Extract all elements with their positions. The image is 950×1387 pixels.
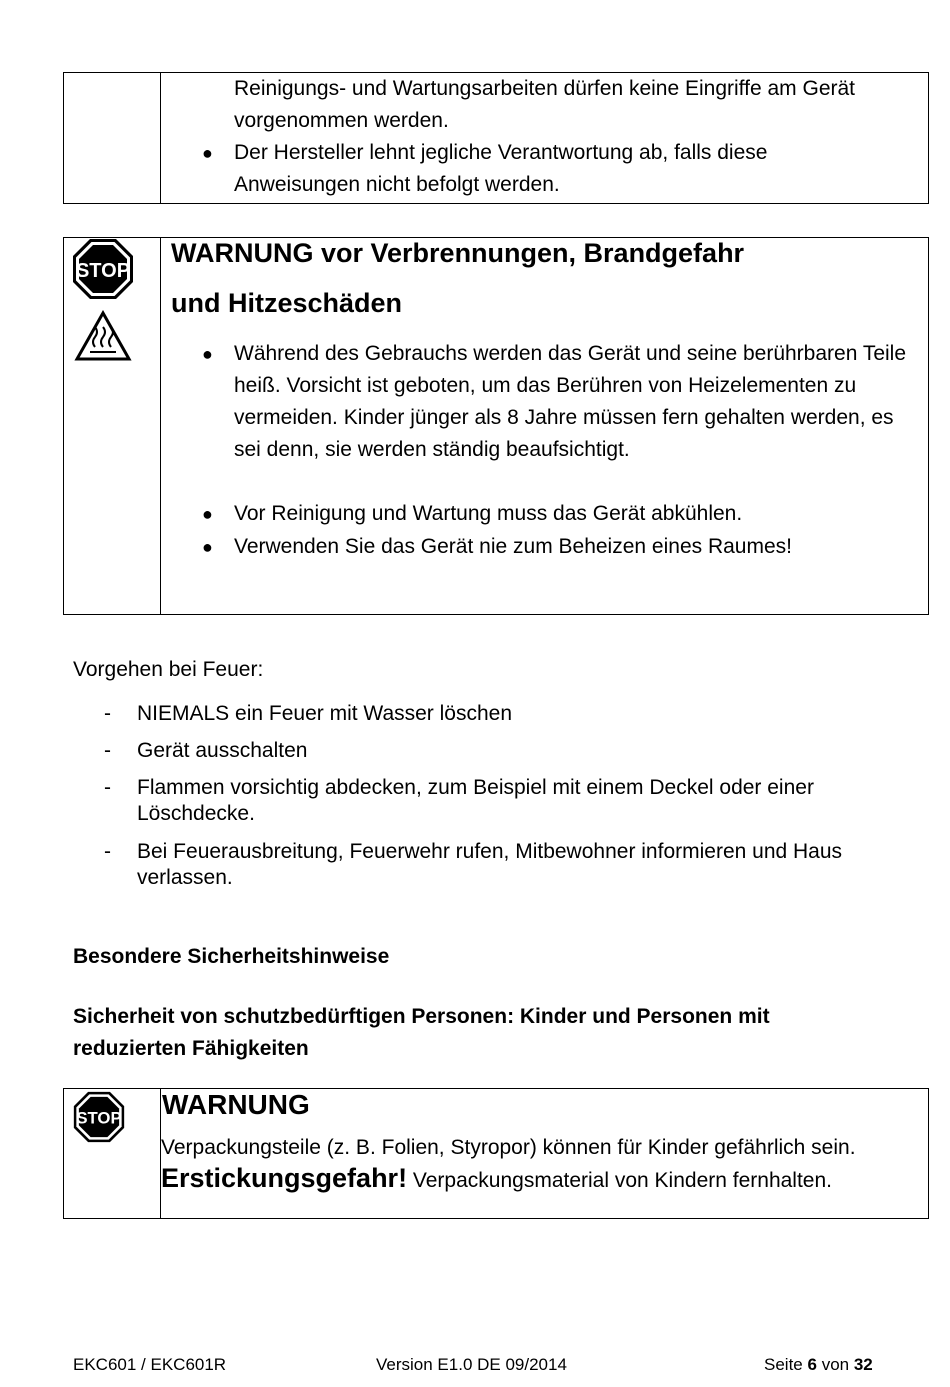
- bullet-text: Während des Gebrauchs werden das Gerät und seine berührbaren Teile heiß. Vorsicht ist geboten, um das Berühren von Heizelementen zu vermeiden. Kinder jünger als 8 Jahre müssen fern gehalten werden, es sei denn, sie werden ständig beaufsichtigt.: [234, 342, 907, 461]
- subsection-heading: Sicherheit von schutzbedürftigen Personen: Kinder und Personen mit reduzierten Fähigkeiten: [73, 1005, 770, 1060]
- dash-marker: -: [104, 739, 111, 762]
- continuation-text: Reinigungs- und Wartungsarbeiten dürfen keine Eingriffe am Gerät vorgenommen werden.: [234, 77, 856, 132]
- burn-warning-title: WARNUNG vor Verbrennungen, Brandgefahr: [171, 238, 745, 268]
- fire-step-text: Flammen vorsichtig abdecken, zum Beispiel mit einem Deckel oder einer Löschdecke.: [137, 776, 814, 825]
- bullet-text: Vor Reinigung und Wartung muss das Gerät abkühlen.: [234, 502, 743, 525]
- fire-step-text: Bei Feuerausbreitung, Feuerwehr rufen, Mitbewohner informieren und Haus verlassen.: [137, 840, 843, 889]
- svg-text:STOP: STOP: [76, 1108, 122, 1128]
- dash-marker: -: [104, 702, 111, 725]
- bullet-text: Verwenden Sie das Gerät nie zum Beheizen eines Raumes!: [234, 535, 792, 558]
- bullet-dot: ●: [202, 504, 213, 524]
- svg-text:STOP: STOP: [75, 260, 131, 282]
- dash-marker: -: [104, 840, 111, 863]
- suffocation-emphasis: Erstickungsgefahr!: [161, 1163, 408, 1193]
- page-current: 6: [807, 1355, 817, 1374]
- warning-text-end: Verpackungsmaterial von Kindern fernhalten.: [412, 1169, 832, 1192]
- fire-step-text: NIEMALS ein Feuer mit Wasser löschen: [137, 702, 513, 725]
- footer-model: EKC601 / EKC601R: [73, 1355, 227, 1374]
- bullet-dot: ●: [202, 537, 213, 557]
- footer-page-number: [764, 1355, 873, 1375]
- section-heading: Besondere Sicherheitshinweise: [73, 945, 390, 968]
- packaging-warning-box: [63, 1088, 929, 1219]
- fire-step-text: Gerät ausschalten: [137, 739, 308, 762]
- box-divider: [160, 238, 161, 614]
- safety-box-continuation: [63, 72, 929, 204]
- page-label: Seite: [764, 1355, 803, 1374]
- bullet-text: Der Hersteller lehnt jegliche Verantwortung ab, falls diese Anweisungen nicht befolgt werden.: [234, 141, 768, 196]
- packaging-warning-title: WARNUNG: [162, 1089, 310, 1120]
- burn-warning-title-line2: und Hitzeschäden: [171, 288, 403, 318]
- bullet-dot: ●: [202, 344, 213, 364]
- box-divider: [160, 73, 161, 203]
- page-total: 32: [853, 1355, 873, 1374]
- stop-sign-icon: [72, 238, 134, 300]
- page-of: von: [821, 1355, 850, 1374]
- fire-procedure-heading: Vorgehen bei Feuer:: [73, 658, 264, 681]
- burn-warning-box: [63, 237, 929, 615]
- dash-marker: -: [104, 776, 111, 799]
- hot-surface-warning-icon: [74, 310, 132, 362]
- stop-sign-icon: [73, 1091, 125, 1143]
- footer-version: Version E1.0 DE 09/2014: [376, 1355, 567, 1374]
- warning-text-start: Verpackungsteile (z. B. Folien, Styropor) können für Kinder gefährlich sein.: [161, 1136, 856, 1159]
- bullet-dot: ●: [202, 143, 213, 163]
- packaging-warning-text: [161, 1133, 881, 1196]
